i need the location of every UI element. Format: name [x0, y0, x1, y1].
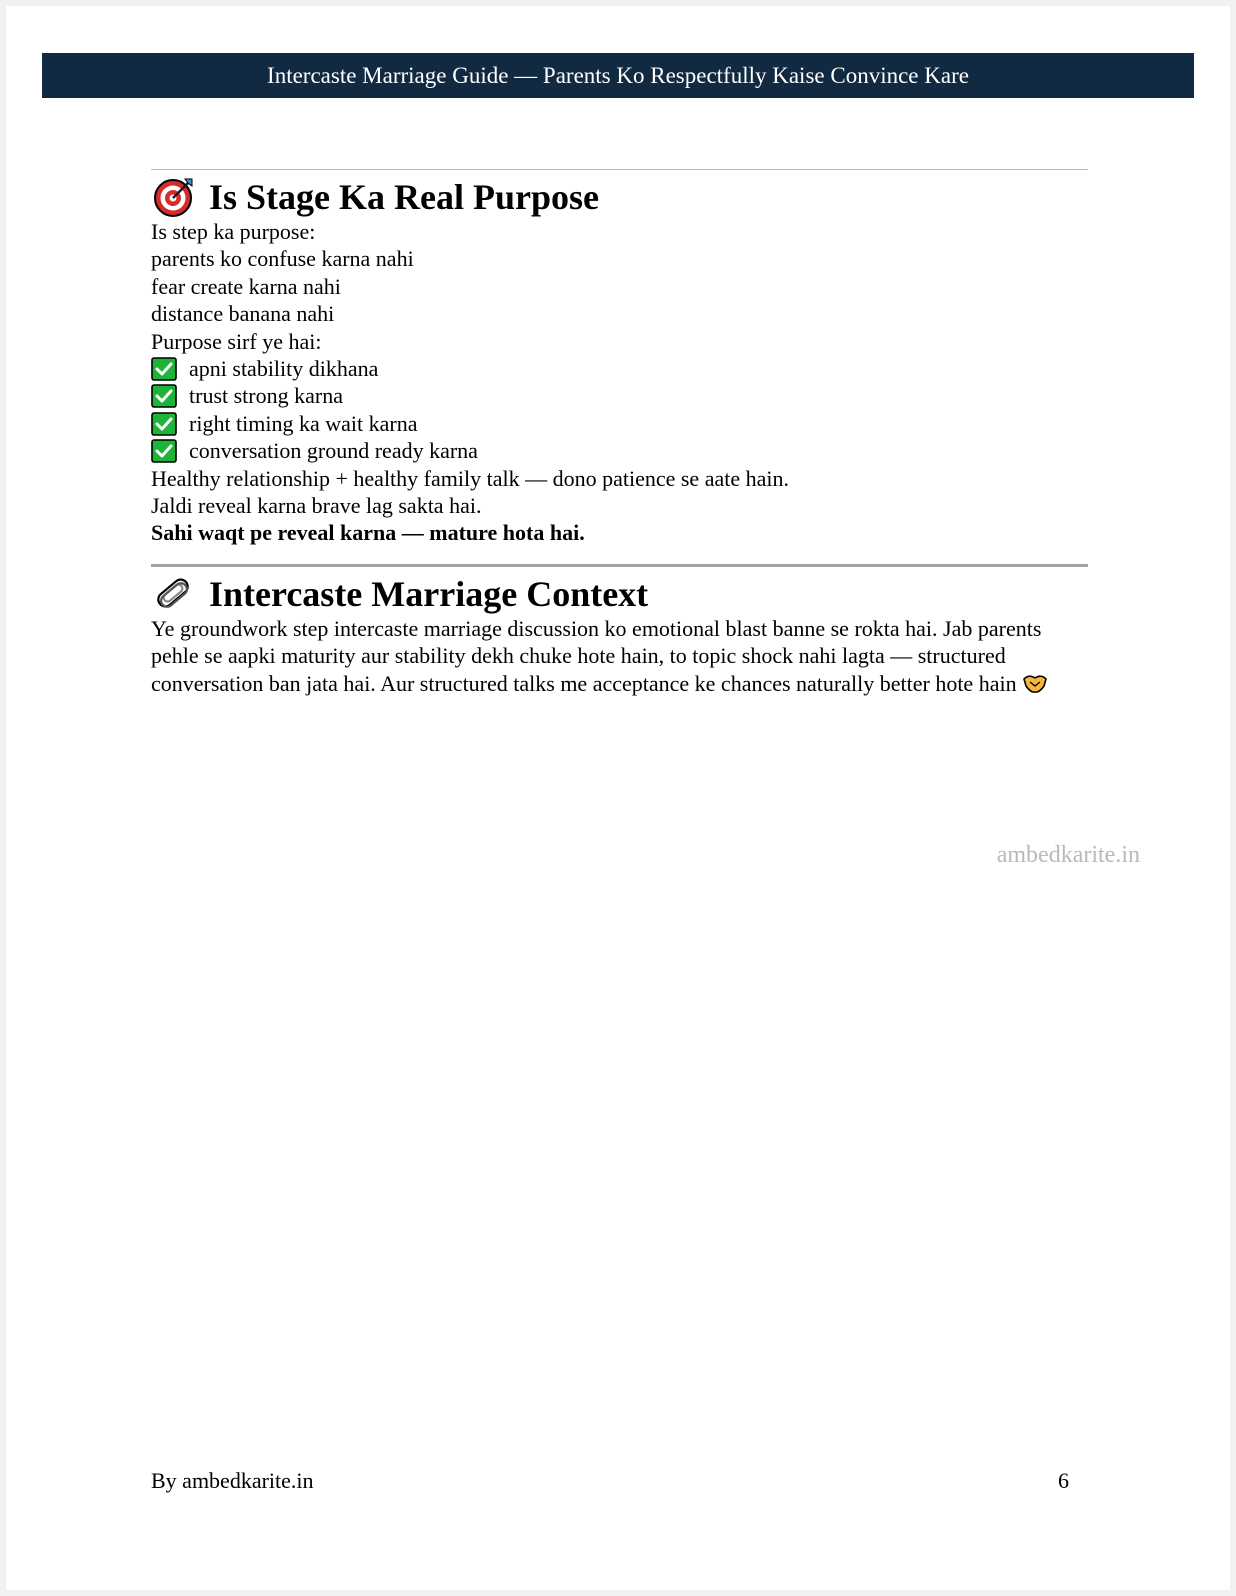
linked-paperclips-icon	[151, 573, 195, 615]
purpose-intro: Is step ka purpose:	[151, 219, 316, 244]
check-mark-icon	[151, 412, 177, 436]
context-paragraph	[151, 615, 1088, 698]
check-list-item	[151, 410, 1088, 437]
body-line: Jaldi reveal karna brave lag sakta hai.	[151, 493, 482, 519]
not-item: parents ko confuse karna nahi	[151, 246, 414, 272]
check-item-text: right timing ka wait karna	[189, 410, 418, 436]
not-item: fear create karna nahi	[151, 273, 341, 299]
context-paragraph-text: Ye groundwork step intercaste marriage discussion ko emotional blast banne se rokta hai. Jab parents pehle se aapki maturity aur stability dekh chuke hote hain, to topic shock nahi lagta — structured conversation ban jata hai. Aur structured talks me acceptance ke chances naturally better hote hain	[151, 615, 1042, 697]
check-mark-icon	[151, 384, 177, 408]
section-heading-purpose	[151, 176, 1088, 218]
check-mark-icon	[151, 439, 177, 463]
check-item-text: trust strong karna	[189, 383, 343, 409]
check-list-item	[151, 437, 1088, 464]
check-item-text: conversation ground ready karna	[189, 438, 478, 464]
section-heading-purpose-text: Is Stage Ka Real Purpose	[209, 177, 599, 217]
footer-credit: By ambedkarite.in	[151, 1468, 314, 1493]
section-heading-context	[151, 573, 1088, 615]
check-list-item	[151, 355, 1088, 382]
document-page	[6, 6, 1230, 1590]
check-list-item	[151, 382, 1088, 409]
body-line: Healthy relationship + healthy family talk — dono patience se aate hain.	[151, 465, 789, 491]
page-content	[151, 169, 1088, 698]
purpose-label: Purpose sirf ye hai:	[151, 328, 322, 354]
section-heading-context-text: Intercaste Marriage Context	[209, 573, 649, 614]
divider-top	[151, 169, 1088, 170]
check-mark-icon	[151, 357, 177, 381]
direct-hit-target-icon	[151, 176, 195, 218]
page-number: 6	[1058, 1468, 1069, 1493]
check-item-text: apni stability dikhana	[189, 356, 379, 382]
handshake-icon	[1021, 671, 1049, 695]
not-item: distance banana nahi	[151, 301, 335, 327]
body-line-bold: Sahi waqt pe reveal karna — mature hota hai.	[151, 520, 585, 546]
page-header-title: Intercaste Marriage Guide — Parents Ko Respectfully Kaise Convince Kare	[42, 53, 1194, 98]
watermark-text: ambedkarite.in	[996, 842, 1140, 868]
divider-section	[151, 564, 1088, 567]
